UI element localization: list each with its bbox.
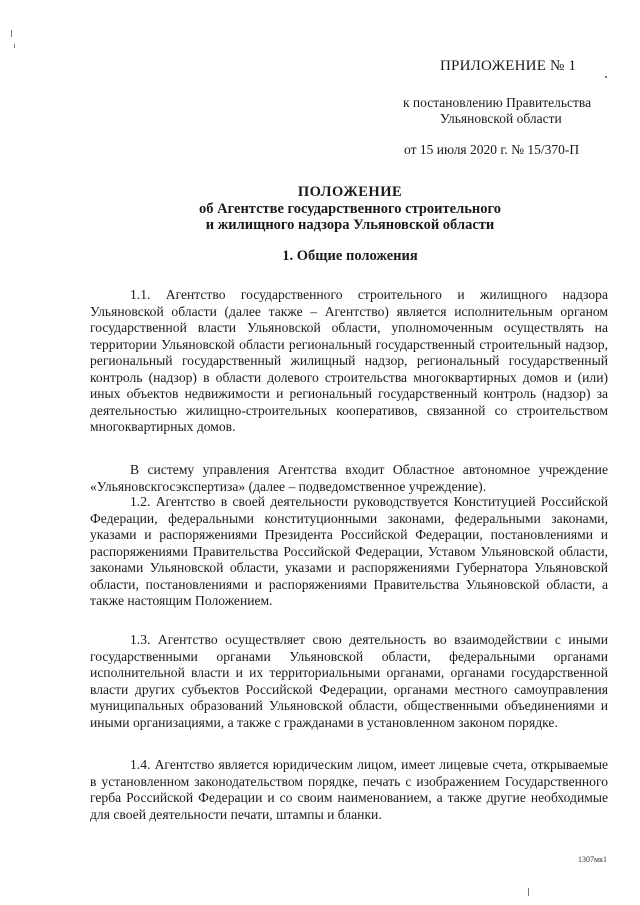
section-heading: 1. Общие положения xyxy=(282,248,418,264)
scan-mark xyxy=(528,888,529,896)
paragraph-1-1: 1.1. Агентство государственного строительного и жилищного надзора Ульяновской области (далее также – Агентство) является исполнительным органом государственной власти Ульяновской области, уполномоченным осуществлять на территории Ульяновской области региональный государственный строительный надзор, региональный государственный жилищный надзор, региональный государственный контроль (надзор) в области долевого строительства многоквартирных домов и (или) иных объектов недвижимости и региональный государственный контроль (надзор) за деятельностью жилищно-строительных кооперативов, связанной со строительством многоквартирных домов. xyxy=(90,287,608,434)
paragraph-1-3: 1.3. Агентство осуществляет свою деятельность во взаимодействии с иными государственными органами Ульяновской области, федеральными органами исполнительной власти и их территориальными органами, органами государственной власти других субъектов Российской Федерации, органами местного самоуправления муниципальных образований Ульяновской области, общественными объединениями и иными организациями, а также с гражданами в установленном законом порядке. xyxy=(90,632,608,730)
scan-mark xyxy=(11,30,12,37)
paragraph-1-4: 1.4. Агентство является юридическим лицом, имеет лицевые счета, открываемые в установленном законодательством порядке, печать с изображением Государственного герба Российской Федерации и со своим наименованием, а также другие необходимые для своей деятельности печати, штампы и бланки. xyxy=(90,757,608,822)
document-code: 1307мк1 xyxy=(578,855,607,864)
annex-reference-line: Ульяновской области xyxy=(440,111,562,126)
annex-date-line: от 15 июля 2020 г. № 15/370-П xyxy=(404,142,580,157)
scan-mark xyxy=(605,76,607,78)
annex-title: ПРИЛОЖЕНИЕ № 1 xyxy=(440,58,577,74)
document-subtitle: об Агентстве государственного строительного xyxy=(199,201,501,217)
scan-mark xyxy=(14,44,15,48)
paragraph-1-2: 1.2. Агентство в своей деятельности руководствуется Конституцией Российской Федерации, федеральными конституционными законами, федеральными законами, указами и распоряжениями Президента Российской Федерации, постановлениями и распоряжениями Правительства Российской Федерации, Уставом Ульяновской области, законами Ульяновской области, указами и распоряжениями Губернатора Ульяновской области, постановлениями и распоряжениями Правительства Ульяновской области, а также настоящим Положением. xyxy=(90,494,608,608)
document-title: ПОЛОЖЕНИЕ xyxy=(297,184,403,200)
paragraph-1-1-continued: В систему управления Агентства входит Областное автономное учреждение «Ульяновскгосэкспертиза» (далее – подведомственное учреждение). xyxy=(90,462,608,494)
document-subtitle: и жилищного надзора Ульяновской области xyxy=(205,217,495,233)
annex-reference-line: к постановлению Правительства xyxy=(403,95,592,110)
